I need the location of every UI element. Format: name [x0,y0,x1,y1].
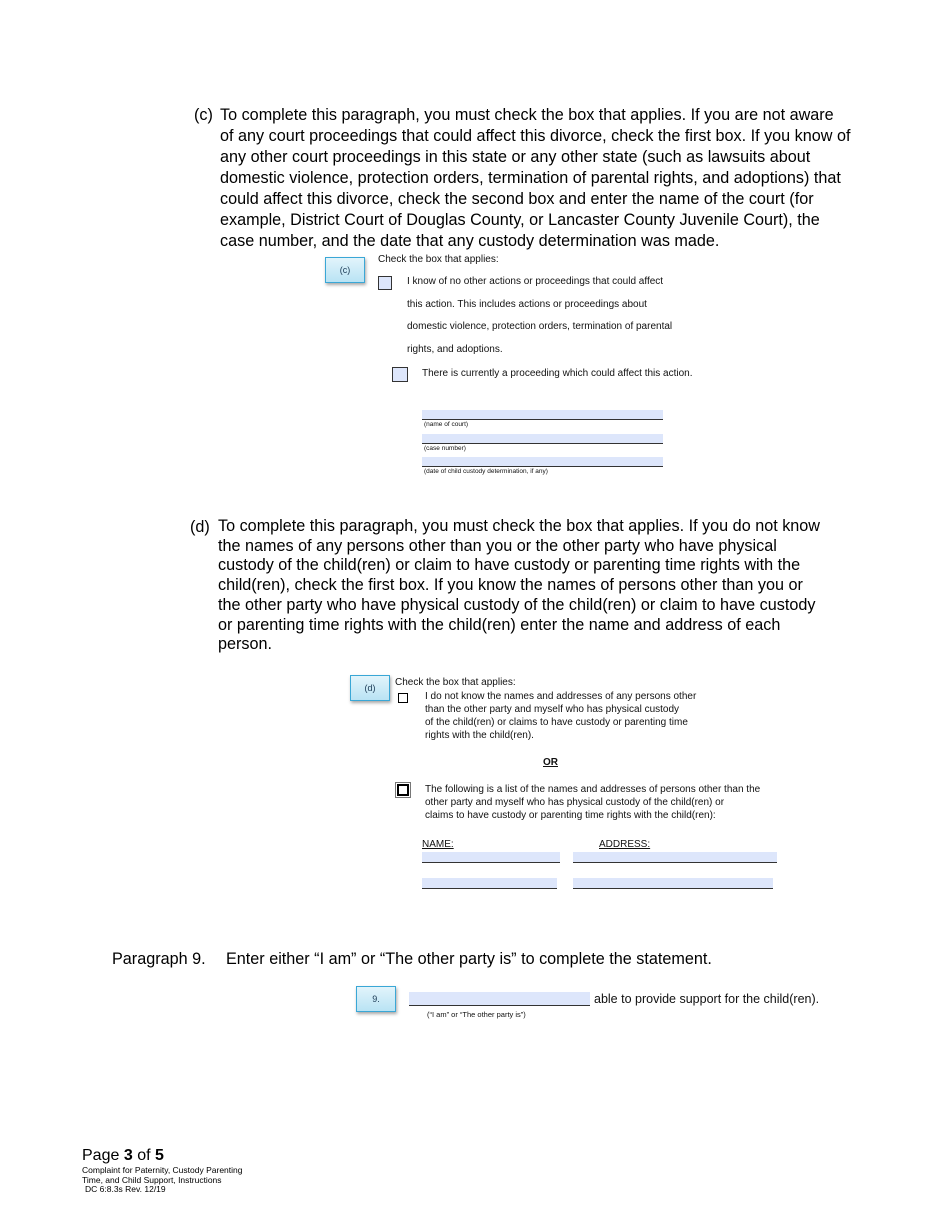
form-c-option2-text: There is currently a proceeding which could affect this action. [422,368,693,379]
support-party-field[interactable] [409,992,590,1006]
form-d-option1-checkbox[interactable] [398,693,408,703]
section-c-line: domestic violence, protection orders, termination of parental rights, and adoptions) that [220,169,841,187]
section-c-line: To complete this paragraph, you must check the box that applies. If you are not aware [220,106,834,124]
form-c-option1-line: rights, and adoptions. [407,343,503,355]
footer-title-line: Complaint for Paternity, Custody Parenting [82,1165,243,1175]
section-d-label: (d) [190,518,210,536]
name-of-court-label: (name of court) [424,421,469,428]
footer-form-code: DC 6:8.3s Rev. 12/19 [85,1184,166,1195]
form-c-option1-line: I know of no other actions or proceedings that could affect [407,276,664,287]
custody-date-field[interactable] [422,457,663,467]
footer-title-line: Time, and Child Support, Instructions [82,1174,222,1185]
section-d-line: person. [218,635,272,654]
form-c-option1-line: this action. This includes actions or proceedings about [407,298,647,310]
form-d-option2-line: claims to have custody or parenting time rights with the child(ren): [425,810,716,821]
form-d-option2-checkbox[interactable] [397,784,409,796]
support-statement: able to provide support for the child(ren). [594,992,820,1006]
callout-c: (c) [325,257,365,283]
form-d-option1-line: I do not know the names and addresses of any persons other [425,691,697,702]
callout-d: (d) [350,675,390,701]
form-c-heading: Check the box that applies: [378,254,499,265]
form-d-option1-line: than the other party and myself who has physical custody [425,704,680,715]
person-name-field[interactable] [422,852,560,863]
section-d-line: or parenting time rights with the child(ren) enter the name and address of each [218,615,781,634]
support-field-hint: (“I am” or “The other party is”) [427,1010,526,1019]
form-c-option1-text [407,276,672,366]
case-number-field[interactable] [422,434,663,444]
form-c-option2-checkbox[interactable] [392,367,408,382]
section-d-line: child(ren), check the first box. If you know the names of persons other than you or [218,576,803,595]
custody-date-label: (date of child custody determination, if any) [424,468,548,475]
section-d-paragraph [190,517,870,667]
form-d-option1-line: rights with the child(ren). [425,730,534,741]
section-c-label: (c) [194,106,213,124]
page-number [82,1147,164,1165]
page-word: Page [82,1147,120,1164]
person-address-field[interactable] [573,852,777,863]
callout-9: 9. [356,986,396,1012]
paragraph9-instruction: Enter either “I am” or “The other party is” to complete the statement. [226,950,712,968]
section-c-line: any other court proceedings in this state or any other state (such as lawsuits about [220,148,811,166]
name-of-court-field[interactable] [422,410,663,420]
section-c-line: example, District Court of Douglas County, or Lancaster County Juvenile Court), the [220,211,820,229]
form-c-option1-checkbox[interactable] [378,276,392,290]
name-column-header: NAME: [422,839,454,850]
section-d-line: the names of any persons other than you or the other party who have physical [218,536,777,555]
page-of: of [137,1147,151,1164]
address-column-header: ADDRESS: [599,839,651,850]
person-name-field[interactable] [422,878,557,889]
section-d-line: the other party who have physical custody of the child(ren) or claim to have custody [218,595,816,614]
section-d-line: To complete this paragraph, you must check the box that applies. If you do not know [218,517,820,535]
case-number-label: (case number) [424,445,466,452]
paragraph9-heading: Paragraph 9. [112,950,206,968]
section-c-line: of any court proceedings that could affect this divorce, check the first box. If you know of [220,127,851,145]
form-d-option2-line: The following is a list of the names and addresses of persons other than the [425,784,761,795]
form-d-option1-text [425,690,696,742]
form-c-option1-line: domestic violence, protection orders, termination of parental [407,321,673,332]
or-separator: OR [543,757,558,768]
form-d-option1-line: of the child(ren) or claims to have custody or parenting time [425,717,688,728]
section-c-paragraph [194,105,874,255]
section-c-line: case number, and the date that any custody determination was made. [220,232,720,250]
section-c-line: could affect this divorce, check the second box and enter the name of the court (for [220,190,814,208]
form-d-option2-line: other party and myself who has physical custody of the child(ren) or [425,797,725,808]
form-d-heading: Check the box that applies: [395,677,516,688]
footer-title [82,1166,242,1195]
section-d-line: custody of the child(ren) or claim to have custody or parenting time rights with the [218,556,801,575]
form-d-option2-text [425,783,760,822]
person-address-field[interactable] [573,878,773,889]
page-current: 3 [123,1147,133,1164]
page-total: 5 [154,1147,164,1164]
